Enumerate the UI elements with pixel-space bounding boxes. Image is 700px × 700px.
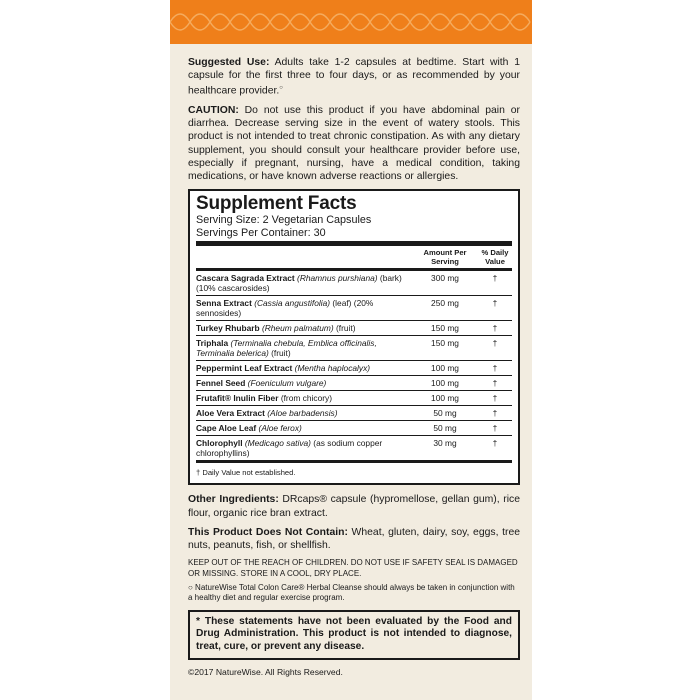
servings-per-container: Servings Per Container: 30 bbox=[196, 226, 326, 239]
facts-row bbox=[196, 321, 512, 336]
ingredient-latin: (Foeniculum vulgare) bbox=[247, 378, 327, 389]
ingredient-name: Chlorophyll bbox=[196, 438, 243, 449]
ingredient-latin: (Rhamnus purshiana) bbox=[297, 273, 378, 284]
ingredient-name: Senna Extract bbox=[196, 298, 252, 309]
ingredient-latin: (Aloe barbadensis) bbox=[267, 408, 338, 419]
ingredient-name-cell bbox=[196, 423, 412, 433]
amount-cell: 50 mg bbox=[433, 423, 457, 434]
facts-row bbox=[196, 336, 512, 361]
dv-cell: † bbox=[492, 408, 498, 419]
amount-cell: 100 mg bbox=[431, 393, 459, 404]
ingredient-name-cell bbox=[196, 338, 412, 358]
dv-cell: † bbox=[492, 323, 498, 334]
amount-cell: 100 mg bbox=[431, 378, 459, 389]
dv-cell: † bbox=[492, 298, 498, 309]
supplement-facts-panel bbox=[188, 189, 520, 485]
ingredient-latin: (Medicago sativa) bbox=[244, 438, 311, 449]
does-not-contain bbox=[188, 526, 520, 552]
caution bbox=[188, 104, 520, 183]
ingredient-name: Frutafit® Inulin Fiber bbox=[196, 393, 279, 404]
dv-cell: † bbox=[492, 338, 498, 349]
facts-row bbox=[196, 271, 512, 296]
label-content bbox=[188, 56, 520, 679]
product-label bbox=[170, 0, 532, 700]
does-not-contain-label: This Product Does Not Contain: bbox=[188, 526, 348, 538]
ingredient-latin: (Cassia angustifolia) bbox=[254, 298, 331, 309]
amount-cell: 300 mg bbox=[431, 273, 459, 284]
facts-rows bbox=[196, 271, 512, 460]
ingredient-detail: (fruit) bbox=[335, 323, 356, 334]
ingredient-name-cell bbox=[196, 298, 412, 318]
ingredient-latin: (Mentha haplocalyx) bbox=[294, 363, 371, 374]
ingredient-detail: (leaf) (20% sennosides) bbox=[196, 298, 374, 319]
amount-cell: 250 mg bbox=[431, 298, 459, 309]
dv-footnote: † Daily Value not established. bbox=[196, 468, 296, 478]
storage-warning: KEEP OUT OF THE REACH OF CHILDREN. DO NOT USE IF SAFETY SEAL IS DAMAGED OR MISSING. STORE IN A COOL, DRY PLACE. bbox=[188, 558, 518, 578]
amount-cell: 150 mg bbox=[431, 338, 459, 349]
ingredient-detail: (as sodium copper chlorophyllins) bbox=[196, 438, 383, 459]
ingredient-name-cell bbox=[196, 378, 412, 388]
ingredient-name: Fennel Seed bbox=[196, 378, 246, 389]
facts-title: Supplement Facts bbox=[196, 193, 357, 215]
facts-header-row bbox=[196, 246, 512, 268]
decorative-orange-band bbox=[170, 0, 532, 44]
amount-cell: 150 mg bbox=[431, 323, 459, 334]
facts-row bbox=[196, 376, 512, 391]
ingredient-detail: (fruit) bbox=[271, 348, 291, 359]
ingredient-detail: (bark) (10% cascarosides) bbox=[196, 273, 402, 294]
diet-note: ○ NatureWise Total Colon Care® Herbal Cleanse should always be taken in conjunction with a healthy diet and regular exercise program. bbox=[188, 582, 515, 603]
dv-cell: † bbox=[492, 438, 498, 449]
caution-text: Do not use this product if you have abdominal pain or diarrhea. Decrease serving size in the event of watery stools. This product is not intended to treat chronic constipation. As with any dietary supplement, you should consult your healthcare provider before use, especially if pregnant, nursing, have a medical condition, taking medications, or have known adverse reactions or allergies. bbox=[188, 105, 520, 183]
amount-cell: 50 mg bbox=[433, 408, 457, 419]
other-ingredients-label: Other Ingredients: bbox=[188, 494, 279, 506]
fda-disclaimer-box: * These statements have not been evaluated by the Food and Drug Administration. This product is not intended to diagnose, treat, cure, or prevent any disease. bbox=[188, 610, 520, 660]
ingredient-name: Peppermint Leaf Extract bbox=[196, 363, 293, 374]
ingredient-name-cell bbox=[196, 438, 412, 458]
dv-cell: † bbox=[492, 363, 498, 374]
suggested-use bbox=[188, 56, 520, 98]
ingredient-name: Cascara Sagrada Extract bbox=[196, 273, 295, 284]
amount-cell: 100 mg bbox=[431, 363, 459, 374]
ingredient-name: Triphala bbox=[196, 338, 229, 349]
ingredient-name-cell bbox=[196, 273, 412, 293]
ingredient-name-cell bbox=[196, 363, 412, 373]
ingredient-latin: (Rheum palmatum) bbox=[261, 323, 334, 334]
facts-row bbox=[196, 436, 512, 460]
dv-cell: † bbox=[492, 273, 498, 284]
suggested-use-mark: ○ bbox=[279, 85, 283, 92]
suggested-use-text: Adults take 1-2 capsules at bedtime. Start with 1 capsule for the first three to four days, or as recommended by your healthcare provider. bbox=[188, 57, 520, 97]
does-not-contain-text: Wheat, gluten, dairy, soy, eggs, tree nuts, peanuts, fish, or shellfish. bbox=[188, 526, 520, 551]
copyright: ©2017 NatureWise. All Rights Reserved. bbox=[188, 666, 343, 677]
dv-cell: † bbox=[492, 393, 498, 404]
ingredient-name-cell bbox=[196, 393, 412, 403]
dv-cell: † bbox=[492, 378, 498, 389]
ingredient-detail: (from chicory) bbox=[280, 393, 332, 404]
facts-row bbox=[196, 421, 512, 436]
ingredient-name-cell bbox=[196, 323, 412, 333]
pattern-decoration bbox=[170, 0, 532, 44]
facts-row bbox=[196, 361, 512, 376]
ingredient-name: Aloe Vera Extract bbox=[196, 408, 265, 419]
ingredient-latin: (Terminalia chebula, Emblica officinalis, Terminalia belerica) bbox=[196, 338, 377, 359]
facts-row bbox=[196, 296, 512, 321]
dv-cell: † bbox=[492, 423, 498, 434]
amount-header: Amount Per Serving bbox=[423, 248, 467, 266]
serving-size: Serving Size: 2 Vegetarian Capsules bbox=[196, 214, 372, 227]
ingredient-latin: (Aloe ferox) bbox=[258, 423, 302, 434]
suggested-use-label: Suggested Use: bbox=[188, 57, 270, 68]
other-ingredients bbox=[188, 493, 520, 519]
ingredient-name-cell bbox=[196, 408, 412, 418]
caution-label: CAUTION: bbox=[188, 105, 239, 117]
facts-row bbox=[196, 406, 512, 421]
facts-row bbox=[196, 391, 512, 406]
amount-cell: 30 mg bbox=[433, 438, 457, 449]
other-ingredients-text: DRcaps® capsule (hypromellose, gellan gum), rice flour, organic rice bran extract. bbox=[188, 494, 520, 519]
ingredient-name: Turkey Rhubarb bbox=[196, 323, 260, 334]
ingredient-name: Cape Aloe Leaf bbox=[196, 423, 257, 434]
dv-header: % Daily Value bbox=[481, 248, 509, 266]
